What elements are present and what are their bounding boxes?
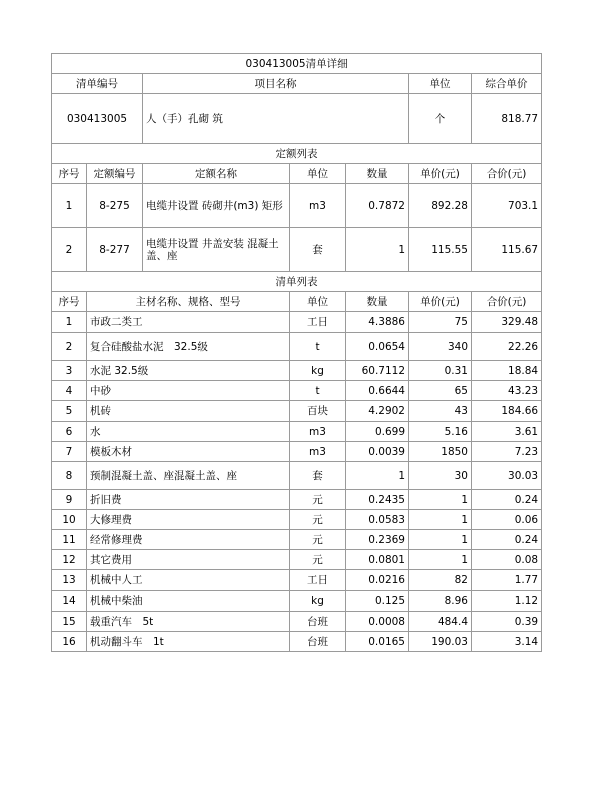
quota-section-title: 定额列表: [52, 144, 542, 164]
material-row: [52, 401, 542, 422]
quota-unit-header: 单位: [290, 164, 346, 184]
material-price-header: 单价(元): [409, 292, 472, 312]
material-qty: 4.2902: [346, 401, 409, 422]
material-name: 预制混凝土盖、座混凝土盖、座: [87, 462, 290, 490]
material-row: [52, 510, 542, 530]
material-seq: 15: [52, 612, 87, 632]
material-name-header: 主材名称、规格、型号: [87, 292, 290, 312]
material-total: 22.26: [472, 333, 542, 361]
material-seq: 11: [52, 530, 87, 550]
material-total: 0.24: [472, 530, 542, 550]
list-name: 人（手）孔砌 筑: [143, 94, 409, 144]
material-seq: 5: [52, 401, 87, 422]
quota-price-header: 单价(元): [409, 164, 472, 184]
material-qty: 0.0654: [346, 333, 409, 361]
material-row: [52, 490, 542, 510]
material-row: [52, 632, 542, 652]
material-unit: kg: [290, 361, 346, 381]
material-unit: 台班: [290, 632, 346, 652]
material-unit: 百块: [290, 401, 346, 422]
material-total: 30.03: [472, 462, 542, 490]
bill-detail-table: [51, 53, 542, 652]
material-qty: 0.0039: [346, 442, 409, 462]
material-name: 其它费用: [87, 550, 290, 570]
quota-total-header: 合价(元): [472, 164, 542, 184]
material-name: 复合硅酸盐水泥 32.5级: [87, 333, 290, 361]
material-seq: 4: [52, 381, 87, 401]
material-price: 1: [409, 550, 472, 570]
material-qty: 0.0583: [346, 510, 409, 530]
material-row: [52, 361, 542, 381]
material-qty: 0.0216: [346, 570, 409, 591]
material-unit: 元: [290, 490, 346, 510]
material-total: 3.61: [472, 422, 542, 442]
material-name: 模板木材: [87, 442, 290, 462]
material-row: [52, 381, 542, 401]
material-price: 65: [409, 381, 472, 401]
list-unit-header: 单位: [409, 74, 472, 94]
material-total: 7.23: [472, 442, 542, 462]
material-total: 1.12: [472, 591, 542, 612]
material-qty: 0.0008: [346, 612, 409, 632]
table-title: 030413005清单详细: [52, 54, 542, 74]
list-code-header: 清单编号: [52, 74, 143, 94]
material-row: [52, 550, 542, 570]
material-unit: 套: [290, 462, 346, 490]
quota-unit: 套: [290, 228, 346, 272]
material-total: 0.06: [472, 510, 542, 530]
material-qty: 60.7112: [346, 361, 409, 381]
material-seq: 16: [52, 632, 87, 652]
material-unit: 元: [290, 550, 346, 570]
material-total: 1.77: [472, 570, 542, 591]
quota-name: 电缆井设置 砖砌井(m3) 矩形: [143, 184, 290, 228]
material-qty: 0.125: [346, 591, 409, 612]
material-row: [52, 570, 542, 591]
material-row: [52, 591, 542, 612]
material-price: 190.03: [409, 632, 472, 652]
material-name: 经常修理费: [87, 530, 290, 550]
quota-qty-header: 数量: [346, 164, 409, 184]
quota-row: [52, 228, 542, 272]
quota-code: 8-277: [87, 228, 143, 272]
material-total: 0.24: [472, 490, 542, 510]
material-row: [52, 442, 542, 462]
material-qty: 0.2369: [346, 530, 409, 550]
material-row: [52, 462, 542, 490]
material-total: 3.14: [472, 632, 542, 652]
material-qty: 0.0801: [346, 550, 409, 570]
material-price: 484.4: [409, 612, 472, 632]
material-seq: 14: [52, 591, 87, 612]
material-price: 8.96: [409, 591, 472, 612]
list-price-header: 综合单价: [472, 74, 542, 94]
material-name: 市政二类工: [87, 312, 290, 333]
list-code: 030413005: [52, 94, 143, 144]
material-price: 43: [409, 401, 472, 422]
material-total: 43.23: [472, 381, 542, 401]
material-seq: 2: [52, 333, 87, 361]
quota-code: 8-275: [87, 184, 143, 228]
material-price: 0.31: [409, 361, 472, 381]
quota-total: 115.67: [472, 228, 542, 272]
material-name: 机砖: [87, 401, 290, 422]
material-name: 中砂: [87, 381, 290, 401]
material-name: 折旧费: [87, 490, 290, 510]
material-price: 1: [409, 510, 472, 530]
material-qty: 0.0165: [346, 632, 409, 652]
material-seq: 9: [52, 490, 87, 510]
material-unit: t: [290, 381, 346, 401]
material-total: 18.84: [472, 361, 542, 381]
material-price: 5.16: [409, 422, 472, 442]
material-row: [52, 530, 542, 550]
material-section-title: 清单列表: [52, 272, 542, 292]
material-seq: 1: [52, 312, 87, 333]
material-seq: 13: [52, 570, 87, 591]
material-name: 大修理费: [87, 510, 290, 530]
material-row: [52, 333, 542, 361]
material-total: 184.66: [472, 401, 542, 422]
material-name: 机械中柴油: [87, 591, 290, 612]
material-name: 机械中人工: [87, 570, 290, 591]
material-total-header: 合价(元): [472, 292, 542, 312]
material-price: 82: [409, 570, 472, 591]
quota-qty: 0.7872: [346, 184, 409, 228]
quota-seq: 2: [52, 228, 87, 272]
material-qty: 1: [346, 462, 409, 490]
material-unit: t: [290, 333, 346, 361]
material-qty: 0.6644: [346, 381, 409, 401]
material-qty: 0.699: [346, 422, 409, 442]
material-total: 0.08: [472, 550, 542, 570]
material-seq: 6: [52, 422, 87, 442]
material-price: 75: [409, 312, 472, 333]
material-seq: 7: [52, 442, 87, 462]
material-name: 机动翻斗车 1t: [87, 632, 290, 652]
material-row: [52, 312, 542, 333]
quota-name-header: 定额名称: [143, 164, 290, 184]
material-seq: 10: [52, 510, 87, 530]
material-unit: m3: [290, 422, 346, 442]
material-unit: 工日: [290, 570, 346, 591]
quota-price: 892.28: [409, 184, 472, 228]
list-price: 818.77: [472, 94, 542, 144]
material-seq: 3: [52, 361, 87, 381]
material-seq: 8: [52, 462, 87, 490]
material-price: 1: [409, 490, 472, 510]
material-price: 1: [409, 530, 472, 550]
material-unit: kg: [290, 591, 346, 612]
quota-row: [52, 184, 542, 228]
material-total: 329.48: [472, 312, 542, 333]
material-qty: 0.2435: [346, 490, 409, 510]
material-name: 载重汽车 5t: [87, 612, 290, 632]
quota-total: 703.1: [472, 184, 542, 228]
material-unit-header: 单位: [290, 292, 346, 312]
quota-seq: 1: [52, 184, 87, 228]
material-unit: 台班: [290, 612, 346, 632]
quota-seq-header: 序号: [52, 164, 87, 184]
material-row: [52, 422, 542, 442]
material-qty-header: 数量: [346, 292, 409, 312]
quota-name: 电缆井设置 井盖安装 混凝土盖、座: [143, 228, 290, 272]
material-qty: 4.3886: [346, 312, 409, 333]
quota-qty: 1: [346, 228, 409, 272]
material-seq-header: 序号: [52, 292, 87, 312]
quota-unit: m3: [290, 184, 346, 228]
material-price: 30: [409, 462, 472, 490]
material-unit: 工日: [290, 312, 346, 333]
quota-price: 115.55: [409, 228, 472, 272]
material-unit: 元: [290, 530, 346, 550]
list-name-header: 项目名称: [143, 74, 409, 94]
material-unit: m3: [290, 442, 346, 462]
material-unit: 元: [290, 510, 346, 530]
material-name: 水泥 32.5级: [87, 361, 290, 381]
list-unit: 个: [409, 94, 472, 144]
material-total: 0.39: [472, 612, 542, 632]
material-price: 1850: [409, 442, 472, 462]
material-name: 水: [87, 422, 290, 442]
material-seq: 12: [52, 550, 87, 570]
material-price: 340: [409, 333, 472, 361]
quota-code-header: 定额编号: [87, 164, 143, 184]
material-row: [52, 612, 542, 632]
